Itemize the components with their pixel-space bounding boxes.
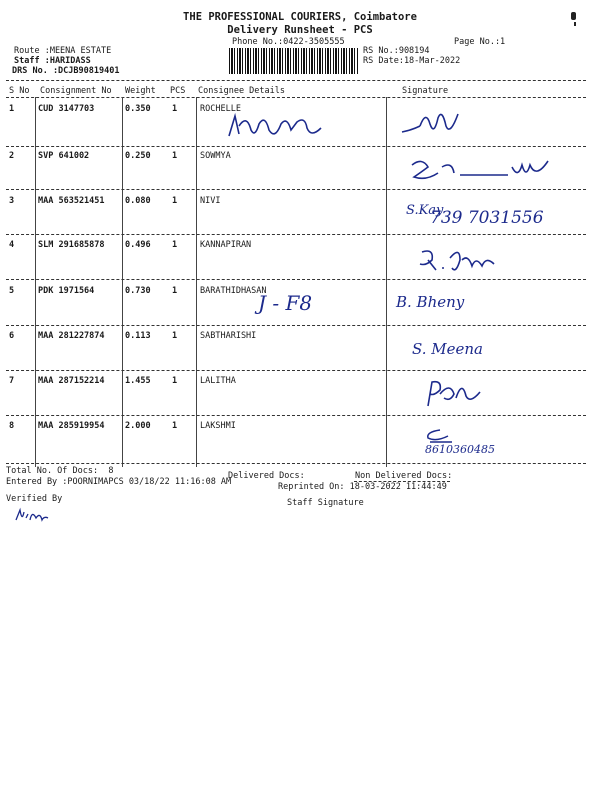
row-consignee: KANNAPIRAN	[200, 240, 252, 250]
col-pcs: PCS	[170, 86, 186, 96]
delivered-docs: Delivered Docs:	[228, 471, 305, 481]
row-consignee: SOWMYA	[200, 151, 231, 161]
row-consignee: SABTHARISHI	[200, 331, 257, 341]
col-separator	[196, 97, 197, 467]
row-weight: 0.730	[125, 286, 151, 296]
row-weight: 2.000	[125, 421, 151, 431]
row-consignee: LAKSHMI	[200, 421, 236, 431]
row-pcs: 1	[172, 151, 178, 161]
row-consignment: PDK 1971564	[38, 286, 95, 296]
row-sno: 8	[9, 421, 15, 431]
row-sno: 3	[9, 196, 15, 206]
entered-by: Entered By :POORNIMAPCS 03/18/22 11:16:08 AM	[6, 477, 232, 487]
row-weight: 0.350	[125, 104, 151, 114]
row-weight: 0.496	[125, 240, 151, 250]
col-separator	[386, 97, 387, 467]
row-rule	[6, 189, 586, 190]
rule-bottom	[6, 463, 586, 464]
row-weight: 0.080	[125, 196, 151, 206]
handwritten-signature-row4	[416, 244, 516, 282]
row-sno: 4	[9, 240, 15, 250]
drs-number: DRS No. :DCJB90819401	[12, 66, 120, 76]
row-consignee: ROCHELLE	[200, 104, 241, 114]
row-consignment: MAA 281227874	[38, 331, 105, 341]
handwritten-phone-row8: 8610360485	[425, 443, 495, 456]
col-separator	[35, 97, 36, 467]
row-consignment: SLM 291685878	[38, 240, 105, 250]
row-sno: 7	[9, 376, 15, 386]
handwritten-signature-row2	[408, 155, 558, 189]
handwritten-name-row3: S.Kay	[406, 203, 444, 218]
col-signature: Signature	[402, 86, 449, 96]
non-delivered-docs: Non Delivered Docs:	[355, 471, 453, 481]
row-consignment: MAA 287152214	[38, 376, 105, 386]
rs-date: RS Date:18-Mar-2022	[363, 56, 461, 66]
row-sno: 1	[9, 104, 15, 114]
phone-number: Phone No.:0422-3505555	[232, 37, 345, 47]
row-pcs: 1	[172, 104, 178, 114]
col-separator	[122, 97, 123, 467]
verified-by: Verified By	[6, 494, 63, 504]
row-consignee: BARATHIDHASAN	[200, 286, 267, 296]
col-consignee: Consignee Details	[198, 86, 285, 96]
row-sno: 5	[9, 286, 15, 296]
handwritten-signature-row1-right	[398, 106, 468, 146]
row-consignee: LALITHA	[200, 376, 236, 386]
row-pcs: 1	[172, 421, 178, 431]
total-docs: Total No. Of Docs: 8	[6, 466, 114, 476]
row-weight: 0.250	[125, 151, 151, 161]
handwritten-note-row5: J - F8	[258, 291, 313, 315]
col-sno: S No	[9, 86, 30, 96]
staff: Staff :HARIDASS	[14, 56, 91, 66]
row-pcs: 1	[172, 286, 178, 296]
col-consignment: Consignment No	[40, 86, 112, 96]
row-consignment: SVP 641002	[38, 151, 90, 161]
scan-speck	[571, 12, 576, 20]
row-pcs: 1	[172, 376, 178, 386]
row-sno: 2	[9, 151, 15, 161]
rs-number: RS No.:908194	[363, 46, 430, 56]
route: Route :MEENA ESTATE	[14, 46, 112, 56]
rule-top	[6, 80, 586, 81]
handwritten-signature-row1	[225, 110, 345, 148]
row-pcs: 1	[172, 196, 178, 206]
row-consignment: CUD 3147703	[38, 104, 95, 114]
row-consignee: NIVI	[200, 196, 221, 206]
handwritten-phone-row3: 739 7031556	[430, 208, 544, 228]
staff-signature-label: Staff Signature	[287, 498, 364, 508]
handwritten-signature-row7	[420, 376, 490, 414]
row-weight: 0.113	[125, 331, 151, 341]
page-number: Page No.:1	[454, 37, 506, 47]
barcode	[229, 48, 359, 74]
row-rule	[6, 325, 586, 326]
row-rule	[6, 415, 586, 416]
col-weight: Weight	[125, 86, 156, 96]
row-pcs: 1	[172, 240, 178, 250]
row-weight: 1.455	[125, 376, 151, 386]
row-rule	[6, 370, 586, 371]
row-consignment: MAA 563521451	[38, 196, 105, 206]
row-sno: 6	[9, 331, 15, 341]
handwritten-signature-row6: S. Meena	[412, 340, 483, 358]
row-rule	[6, 234, 586, 235]
runsheet-title: Delivery Runsheet - PCS	[227, 24, 373, 36]
row-consignment: MAA 285919954	[38, 421, 105, 431]
rule-header	[6, 97, 586, 98]
handwritten-signature-row5: B. Bheny	[396, 293, 465, 311]
row-pcs: 1	[172, 331, 178, 341]
reprinted-on: Reprinted On: 18-03-2022 11:44:49	[278, 482, 447, 492]
scan-speck	[574, 22, 576, 26]
company-title: THE PROFESSIONAL COURIERS, Coimbatore	[183, 11, 417, 23]
verified-signature	[14, 506, 54, 528]
